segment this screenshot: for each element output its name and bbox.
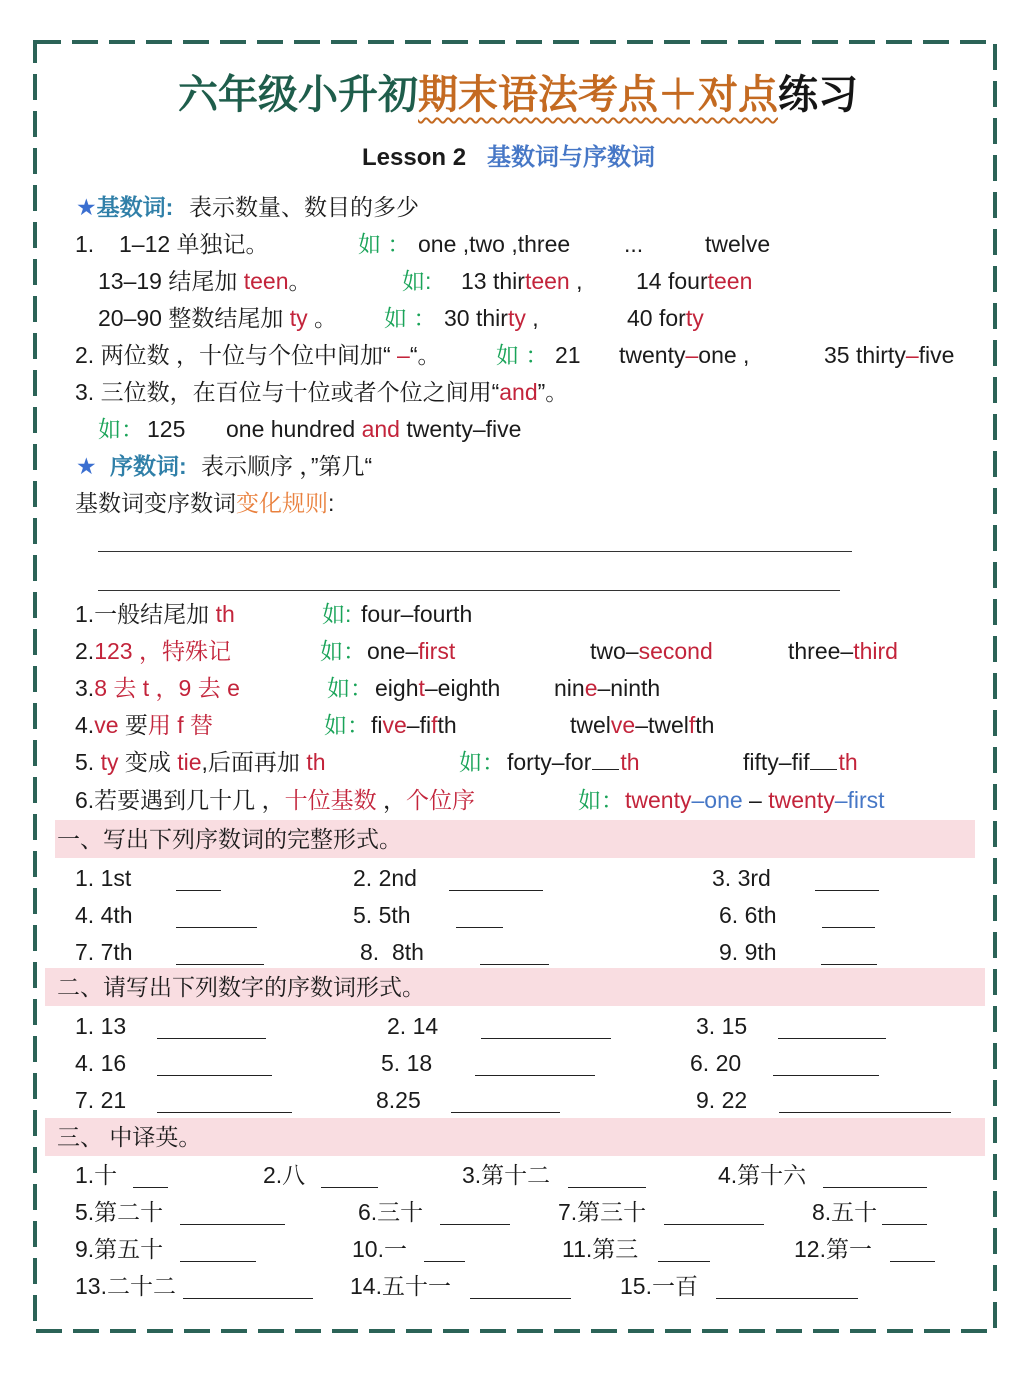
example [570,710,714,740]
exercise-item: 2. 2nd [353,865,417,891]
answer-blank [882,1224,927,1225]
exercise-item: 7. 7th [75,939,133,965]
rule-highlight: ty [100,749,119,775]
answer-blank [890,1261,935,1262]
rule-number: 4. [75,712,95,738]
answer-blank [157,1112,292,1113]
example-part: fifty–fif [743,749,810,775]
example: 125 [147,416,186,442]
rule-text-part: 3. 三位数，在百位与十位或者个位之间用“ [75,379,500,405]
answer-blank [451,1112,560,1113]
example: twelve [705,231,771,257]
example [619,340,749,370]
exercise-row [0,1197,1030,1227]
cardinal-rule-1 [0,229,1030,259]
exercise-item: 8.25 [376,1087,421,1113]
rule-number: 3. [75,675,95,701]
example-marker: 如： [578,787,624,813]
ordinal-rule-3 [0,673,1030,703]
suffix-highlight: th [215,601,235,627]
exercise-row [0,937,1030,967]
dash-highlight: – [397,342,410,368]
suffix-highlight: teen [243,268,289,294]
rule-text-part: ”。 [537,379,569,405]
rule-highlight: ve [94,712,119,738]
example [367,636,455,666]
exercise-1-title: 一、写出下列序数词的完整形式。 [57,826,402,852]
example-highlight: th [838,749,858,775]
example-highlight: t [418,675,425,701]
ordinal-rule-1 [0,599,1030,629]
answer-blank [157,1038,266,1039]
answer-blank [180,1261,256,1262]
exercise-item: 2. 14 [387,1013,439,1039]
example-part: , [525,305,539,331]
example-part: nin [554,675,585,701]
example-highlight: f [431,712,438,738]
answer-blank [481,1038,611,1039]
rule-text [75,377,568,407]
example-part: twel [570,712,611,738]
answer-blank [470,1298,571,1299]
rule-highlight: 十位基数 [284,787,377,813]
example-highlight: ve [610,712,636,738]
and-highlight: and [361,416,400,442]
rule-text [98,266,312,296]
rule-text-part: 13–19 结尾加 [98,268,244,294]
example [627,303,704,333]
answer-blank [440,1224,510,1225]
exercise-item: 1. 13 [75,1013,127,1039]
exercise-row [0,1048,1030,1078]
example-part: th [437,712,457,738]
rule-number: 2. [75,638,95,664]
example-highlight: third [853,638,898,664]
exercise-item: 1.十 [75,1162,118,1188]
ordinal-rules-intro [0,488,1030,518]
example [824,340,954,370]
title-part-topic: 期末语法考点＋对点 [418,73,778,117]
answer-blank [815,890,879,891]
ordinal-rule-2 [0,636,1030,666]
example-ellipsis: ... [624,231,644,257]
rule-text-part: ， [376,787,406,813]
example-highlight: twenty [625,787,692,813]
answer-blank [424,1261,465,1262]
exercise-item: 4.第十六 [718,1162,807,1188]
example [590,636,713,666]
rules-label: 变化规则 [236,490,328,516]
exercise-item: 3. 3rd [712,865,771,891]
example-marker: 如： [459,749,505,775]
example-separator: – [742,787,769,813]
example-highlight: e [584,675,598,701]
rule-text-part: 20–90 整数结尾加 [98,305,290,331]
rule-text [75,636,231,666]
example [625,785,885,815]
answer-blank [176,890,221,891]
rule-text-part: 6.若要遇到几十几 ， [75,787,285,813]
example-part: fi [371,712,383,738]
example-highlight: th [620,749,640,775]
example-highlight: second [638,638,713,664]
rule-text [98,303,337,333]
example: 21 [555,342,581,368]
exercise-item: 8.五十 [812,1199,878,1225]
rule-text-part: 1.一般结尾加 [75,601,216,627]
answer-blank [176,964,264,965]
lesson-topic: 基数词与序数词 [487,144,655,171]
example-highlight: first [418,638,456,664]
example [444,303,539,333]
example-part: twenty–five [399,416,522,442]
rule-highlight: 8 去 t ，9 去 e [94,675,240,701]
answer-blank [821,964,877,965]
exercise-item: 3.第十二 [462,1162,551,1188]
example-part: 40 for [627,305,686,331]
cardinal-rule-3 [0,377,1030,407]
answer-blank [823,1187,927,1188]
exercise-row [0,1085,1030,1115]
example-highlight: twenty [768,787,835,813]
example-marker: 如 ： [384,305,437,331]
writing-line [98,590,840,591]
answer-blank [822,927,875,928]
example-part: –ninth [597,675,661,701]
example-part: forty–for [507,749,592,775]
exercise-item: 4. 16 [75,1050,127,1076]
answer-blank [321,1187,378,1188]
example [371,710,457,740]
example-part: three– [788,638,854,664]
star-icon: ★ [76,453,97,479]
answer-blank [180,1224,285,1225]
rule-highlight: 个位序 [405,787,475,813]
cardinal-rule-teen [0,266,1030,296]
exercise-item: 9. 9th [719,939,777,965]
answer-blank [778,1038,886,1039]
answer-blank [183,1298,313,1299]
rule-text [75,340,440,370]
dash-highlight: – [685,342,699,368]
example-marker: 如: [322,601,352,627]
answer-blank [716,1298,858,1299]
example-part: , [569,268,583,294]
rule-text-part: 。 [288,268,312,294]
cardinal-heading [0,192,1030,222]
example-marker: 如： [320,638,366,664]
suffix-highlight: teen [524,268,570,294]
exercise-item: 4. 4th [75,902,133,928]
exercise-item: 7.第三十 [558,1199,647,1225]
example-part: 14 four [636,268,708,294]
answer-blank [664,1224,764,1225]
rules-colon: : [328,490,335,516]
cardinal-heading-label [76,192,173,222]
example-marker: 如： [327,675,373,701]
rule-text [75,747,326,777]
exercise-item: 12.第一 [794,1236,872,1262]
exercise-item: 10.一 [352,1236,407,1262]
example-highlight: –one [691,787,743,813]
rule-text-part: 变成 [118,749,178,775]
example-part: two– [590,638,639,664]
rule-text [75,710,213,740]
answer-blank [176,927,257,928]
example-highlight: f [688,712,696,738]
rule-text: 1–12 单独记。 [119,231,269,257]
rule-text [75,599,235,629]
exercise-item: 13.二十二 [75,1273,176,1299]
ordinal-rule-5 [0,747,1030,777]
answer-blank [449,890,543,891]
answer-blank [773,1075,879,1076]
rule-highlight: th [306,749,326,775]
example: four–fourth [361,601,473,627]
answer-blank [133,1187,168,1188]
example [743,747,858,777]
example-part: th [695,712,715,738]
suffix-highlight: teen [707,268,753,294]
exercise-row [0,1234,1030,1264]
rule-number: 5. [75,749,101,775]
example-part: twenty [619,342,686,368]
inline-blank [810,749,837,770]
example [636,266,752,296]
exercise-3-title: 三、 中译英。 [57,1124,202,1150]
example [788,636,898,666]
answer-blank [480,964,549,965]
answer-blank [658,1261,710,1262]
example-marker: 如： [324,712,370,738]
example-part: –eighth [424,675,501,701]
exercise-item: 2.八 [263,1162,306,1188]
exercise-item: 8. 8th [360,939,424,965]
suffix-highlight: ty [685,305,704,331]
rule-highlight: 123 ，特殊记 [94,638,231,664]
ordinal-rule-6 [0,785,1030,815]
example: one ,two ,three [418,231,571,257]
writing-line [98,551,852,552]
rule-text-part: “。 [409,342,441,368]
page-title [178,68,858,122]
answer-blank [157,1075,272,1076]
answer-blank [779,1112,951,1113]
and-highlight: and [499,379,538,405]
exercise-2-title: 二、请写出下列数字的序数词形式。 [57,974,425,1000]
suffix-highlight: ty [507,305,526,331]
answer-blank [568,1187,646,1188]
exercise-item: 14.五十一 [350,1273,451,1299]
exercise-item: 1. 1st [75,865,132,891]
exercise-item: 3. 15 [696,1013,748,1039]
rule-text [75,785,475,815]
exercise-row [0,1160,1030,1190]
ordinal-description: 表示顺序 ，”第几“ [201,453,373,479]
example-part: one hundred [226,416,362,442]
example-highlight: ve [382,712,407,738]
example-part: 13 thir [461,268,525,294]
example-part: five [918,342,955,368]
example-part: one– [367,638,419,664]
example-highlight: –first [834,787,885,813]
rule-text-part: 要 [118,712,148,738]
exercise-item: 5. 5th [353,902,411,928]
ordinal-label: 序数词: [110,453,187,479]
cardinal-rule-3-example [0,414,1030,444]
example-part: eigh [375,675,419,701]
example [554,673,660,703]
exercise-item: 15.一百 [620,1273,698,1299]
star-icon: ★ [76,194,97,220]
example-part: –twel [635,712,689,738]
example-part: 30 thir [444,305,508,331]
example-part: one , [698,342,750,368]
exercise-item: 7. 21 [75,1087,127,1113]
cardinal-description: 表示数量、数目的多少 [189,194,419,220]
rule-text-part: ,后面再加 [201,749,307,775]
title-part-practice: 练习 [778,73,858,117]
rule-highlight: tie [177,749,202,775]
rule-text-part: 。 [307,305,338,331]
example-part: –fi [406,712,432,738]
rule-number: 1. [75,231,95,257]
exercise-item: 9. 22 [696,1087,748,1113]
example-marker: 如 ： [358,231,411,257]
example [226,414,521,444]
answer-blank [456,927,503,928]
exercise-row [0,863,1030,893]
example [507,747,640,777]
rule-text [75,673,240,703]
cardinal-rule-2 [0,340,1030,370]
suffix-highlight: ty [289,305,308,331]
rule-text-part: 2. 两位数 ，十位与个位中间加“ [75,342,398,368]
exercise-item: 6.三十 [358,1199,424,1225]
example-marker: 如： [98,416,144,442]
exercise-item: 11.第三 [562,1236,639,1262]
example [461,266,582,296]
inline-blank [592,749,619,770]
exercise-row [0,1011,1030,1041]
exercise-item: 6. 20 [690,1050,742,1076]
example [375,673,500,703]
ordinal-rule-4 [0,710,1030,740]
example-part: 35 thirty [824,342,906,368]
rules-intro-text: 基数词变序数词 [75,490,236,516]
exercise-item: 5. 18 [381,1050,433,1076]
example-marker: 如: [402,268,432,294]
example-marker: 如 ： [496,342,549,368]
title-part-grade: 六年级小升初 [178,73,418,117]
exercise-item: 5.第二十 [75,1199,164,1225]
cardinal-rule-ty [0,303,1030,333]
lesson-number: Lesson 2 [362,144,467,171]
exercise-row [0,1271,1030,1301]
exercise-item: 9.第五十 [75,1236,164,1262]
exercise-item: 6. 6th [719,902,777,928]
dash-highlight: – [905,342,919,368]
answer-blank [475,1075,595,1076]
rules-intro [75,488,334,518]
ordinal-heading [0,451,1030,481]
cardinal-label: 基数词: [96,194,174,220]
rule-highlight: 用 f 替 [147,712,214,738]
exercise-row [0,900,1030,930]
